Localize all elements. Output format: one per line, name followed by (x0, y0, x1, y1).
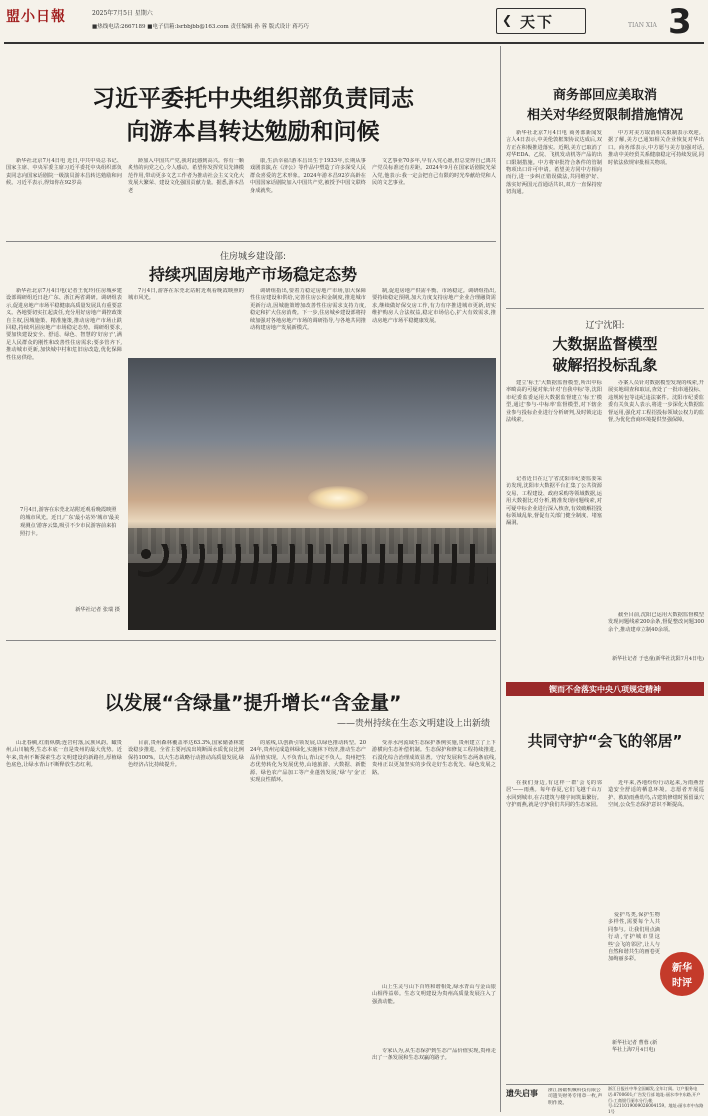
right1-col-2: 中方对美方取消相关限制表示欢迎。据了解,美方已通知相关企业恢复对华出口。商务部表示,中方愿与美方加强对话,推动中美经贸关系健康稳定可持续发展,同时依法依规审批相关物项。 (608, 130, 704, 166)
photo-credit: 新华社记者 张瑞 摄 (75, 607, 120, 613)
commentary-badge-top: 新华 (672, 963, 692, 974)
column-divider (500, 46, 501, 1112)
right3-col-2: 近年来,各地纷纷行动起来,为雨燕营造安全舒适的栖息环境。志愿者开展巡护、救助雨燕幼鸟,古建筑修缮时预留巢穴空间,公众生态保护意识不断提高。 (608, 780, 704, 809)
newspaper-logo: 盟小日報 (6, 9, 66, 25)
story3-col-1: 山北春稠,红雨纵横;连岩村落,民族风韵。瞰贵州,山川毓秀,生态本底一直是贵州的最大优势。近年来,贵州不断探索生态文明建设的新路径,厚植绿色底色,让绿水青山不断释放生态红利。 (6, 740, 122, 769)
right3-col-1: 在我们身边,有这样一群'会飞的邻居'——雨燕。每年春夏,它们飞越千山万水回到城市,在古建筑与楼宇间筑巢繁衍。守护雨燕,就是守护我们共同的生态家园。 (506, 780, 602, 809)
subscription-info: 浙江日报社中华全国邮发,全年订阅。订户服务电话:8700601;广告发行部 地址:丽水市中东路,开户行:工商银行丽水分行;帐号:1211019009026004159。地址:丽水市中东路1号 (608, 1086, 704, 1114)
policy-banner-text: 锲而不舍落实中央八项规定精神 (549, 685, 661, 694)
story3-col-4b: 山上生灵与山下百姓和谐相处,绿水青山与金山银山相得益彰。生态文明建设为贵州高质量发展注入了强劲动能。 (372, 984, 496, 1005)
right2-headline-1: 大数据监督模型 (552, 335, 658, 353)
story2-kicker: 住房城乡建设部: (219, 252, 287, 262)
right3-credit: 新华社记者 曹蓉 (新华社上海7月4日电) (612, 1040, 658, 1053)
right1-headline-2: 相关对华经贸限制措施情况 (526, 108, 683, 123)
right2-col-1: 建立'标王'大数据监督模型,所出中标率畸高的可疑对象;针对'自我中标'等,沈阳市纪委监委运用大数据监督建立'标王'模型,通过'参与-中标率'监督模型,对下辖企业参与投标企业进行分析研判,及时锁定违法线索。 (506, 380, 602, 424)
story3-deck: ——贵州持续在生态文明建设上出新绩 (336, 719, 490, 729)
right1-col-1: 新华社北京7月4日电 商务部新闻发言人4日表示,中美伦敦框架协议达成后,双方正在积极推进落实。近期,美方已取消了对华EDA、乙烷、飞机发动机等产品的出口限制措施。中方将审批符合条件的管制物项出口许可申请。希望美方同中方相向而行,进一步纠正错误做法,共同维护好、落实好两国元首通话共识,双方一直保持密切沟通。 (506, 130, 602, 196)
right2-headline-2: 破解招投标乱象 (552, 356, 658, 374)
right2-kicker: 辽宁沈阳: (585, 321, 625, 331)
section-pinyin: TIAN XIA (628, 22, 657, 29)
right1-headline-1: 商务部回应美取消 (552, 88, 657, 103)
footer-divider (506, 1084, 704, 1085)
sunset-city-photo (128, 358, 496, 630)
lead-divider (6, 241, 496, 242)
right3-headline: 共同守护“会飞的邻居” (527, 732, 683, 750)
story3-col-2: 目前,贵州森林覆盖率达63.3%,国家储备林建设稳步推进。全省主要河流出境断面水质优良比例保持100%。以大生态战略行动推动高质量发展,绿色经济占比持续提升。 (128, 740, 244, 769)
page-number: 3 (668, 2, 692, 42)
contact-line: ■热线电话:2667189 ■电子信箱:lsrbbjbb@163.com 责任编辑 孙 蓉 版式设计 蒋巧巧 (92, 24, 309, 30)
lead-col-2: 龄加入中国共产党,我对此感到高兴。你有一颗炙热的向党之心,令人感动。希望你发挥党员先锋模范作用,带动更多文艺工作者为推动社会主义文化大发展大繁荣、建设文化强国贡献力量。据悉,游本昌老 (128, 158, 244, 194)
story2-col-4: 制,促进房地产供需平衡、市场稳定。调研组指出,要持续稳定预期,加大力度支持房地产企业合理融资需求,继续做好保交房工作,有力有序推进城市更新,切实维护购房人合法权益,稳定市场信心,扩大有效需求,推动房地产市场平稳健康发展。 (372, 288, 496, 324)
lead-headline-2: 向游本昌转达勉励和问候 (126, 119, 380, 145)
right2-col-2: 办案人员针对数据模型发现的线索,开展实地调查和取证,查处了一批串通投标、违规转包等违纪违法案件。沈阳市纪委监委有关负责人表示,将进一步深化大数据监督运用,强化对工程招投标领域公权力的监督,为优化营商环境提供坚强保障。 (608, 380, 704, 424)
story2-col-3: 调研组指出,要着力稳定房地产市场,加大保障性住房建设和供给,完善住房公积金制度,推进城市更新行动,因城施策增加改善性住房需求支持力度,稳定和扩大住房消费。下一步,住房城乡建设部将持续加强对各地房地产市场的调研指导,与各地共同推动构建房地产发展新模式。 (250, 288, 366, 332)
commentary-badge-bottom: 时评 (672, 978, 692, 989)
story3-top-divider (6, 640, 496, 641)
lost-notice-label: 遗失启事 (506, 1089, 538, 1098)
lost-notice-text: 浙江国础机械科技有限公司遗失财务专用章一枚,声明作废。 (548, 1088, 603, 1106)
section-arrow-icon: ❮ (502, 13, 513, 27)
story3-headline: 以发展“含绿量”提升增长“含金量” (104, 692, 402, 714)
story3-col-4c: 专家认为,从生态保护到生态产品价值实现,贵州走出了一条发展和生态双赢的路子。 (372, 1048, 496, 1062)
right2-col-2b: 截至目前,沈阳已运用大数据监督模型发现问题线索200余条,督促整改问题300余个,推动建章立制40余项。 (608, 612, 704, 633)
story3-col-4: 受赤水河流域生态保护条例实施,贵州建立了上下游横向生态补偿机制。生态保护和修复工程持续推进,石漠化综合治理成效显著。守好发展和生态两条底线,贵州正以更加坚实的步伐走好生态优先、绿色发展之路。 (372, 740, 496, 776)
lead-headline-1: 习近平委托中央组织部负责同志 (92, 86, 414, 112)
crowd-silhouettes (138, 544, 488, 584)
masthead (0, 0, 708, 42)
story2-col-2: 7月4日,游客在东莞北站附近观看晚霞映照的城市风光。 (128, 288, 244, 302)
right1-divider (506, 308, 704, 309)
story2-col-1: 新华社北京7月4日电(记者王优玲)住房城乡建设部调研组近日赴广东、浙江两省调研。调研组表示,促进房地产市场平稳健康高质量发展具有重要意义。各地要切实扛起责任,充分用好房地产调控政策自主权,因城施策、精准施策,推动房地产市场止跌回稳,持续巩固房地产市场稳定态势。调研组要求,要加快建设安全、舒适、绿色、智慧的'好房子',满足人民群众的刚性和改善性住房需求;要多管齐下,推动城市更新,加快城中村和危旧房改造,优化保障性住房供给。 (6, 288, 122, 361)
story2-headline: 持续巩固房地产市场稳定态势 (148, 265, 357, 284)
sun-glow (308, 486, 368, 510)
issue-date: 2025年7月5日 星期六 (92, 10, 153, 17)
lead-col-1: 新华社北京7月4日电 近日,中共中央总书记、国家主席、中央军委主席习近平委托中央组织部负责同志向国家话剧院一级演员游本昌转达勉励和问候。习近平表示,得知你在92岁高 (6, 158, 122, 187)
photo-caption: 7月4日,游客在东莞北站附近观看晚霞映照的城市风光。近日,广东'最小站外'城市'最美观测点'游客云集,吸引不少市民游客前来拍照打卡。 (20, 507, 120, 537)
right3-col-2b: 爱护鸟类,保护生物多样性,需要每个人共同参与。让我们用点滴行动,守护城市里这些'会飞的邻居',让人与自然和谐共生的画卷更加绚丽多彩。 (608, 912, 660, 963)
lead-col-3: 康,生活幸福!游本昌出生于1933年,长期从事戏剧表演,在《济公》等作品中塑造了许多深受人民群众喜爱的艺术形象。2024年游本昌92岁高龄在中国国家话剧院加入中国共产党,被授予中国文联终身成就奖。 (250, 158, 366, 194)
lead-col-4: 文艺事业70多年,早有入党心愿,但总觉得自己离共产党员标准还有差距。2024年9月在国家话剧院光荣入党,他表示:我一定会把自己有限的时光奉献给党和人民的文艺事业。 (372, 158, 496, 187)
masthead-rule (4, 42, 704, 44)
story3-col-3: 的底线,以创新引领发展,以绿色推动转型。2024年,贵州完成造林绿化,实施林下经济,推动生态产品价值实现。人不负青山,青山定不负人。贵州把生态优势转化为发展优势,山地旅游、大数据、新能源、绿色农产品加工等产业蓬勃发展,'绿'与'金'正实现良性循环。 (250, 740, 366, 784)
section-title: 天下 (520, 13, 555, 31)
right2-col-1b: 记者近日在辽宁省沈阳市纪委监委采访发现,沈阳市大数据平台汇集了公共资源交易、工程建设、政府采购等领域数据,运用大数据比对分析,精准发现问题线索,对可疑中标企业进行深入核查,有效破解招投标领域乱象,督促有关部门健全制度、堵塞漏洞。 (506, 476, 602, 527)
right2-credit: 新华社记者 于也童(新华社沈阳7月4日电) (612, 656, 704, 662)
